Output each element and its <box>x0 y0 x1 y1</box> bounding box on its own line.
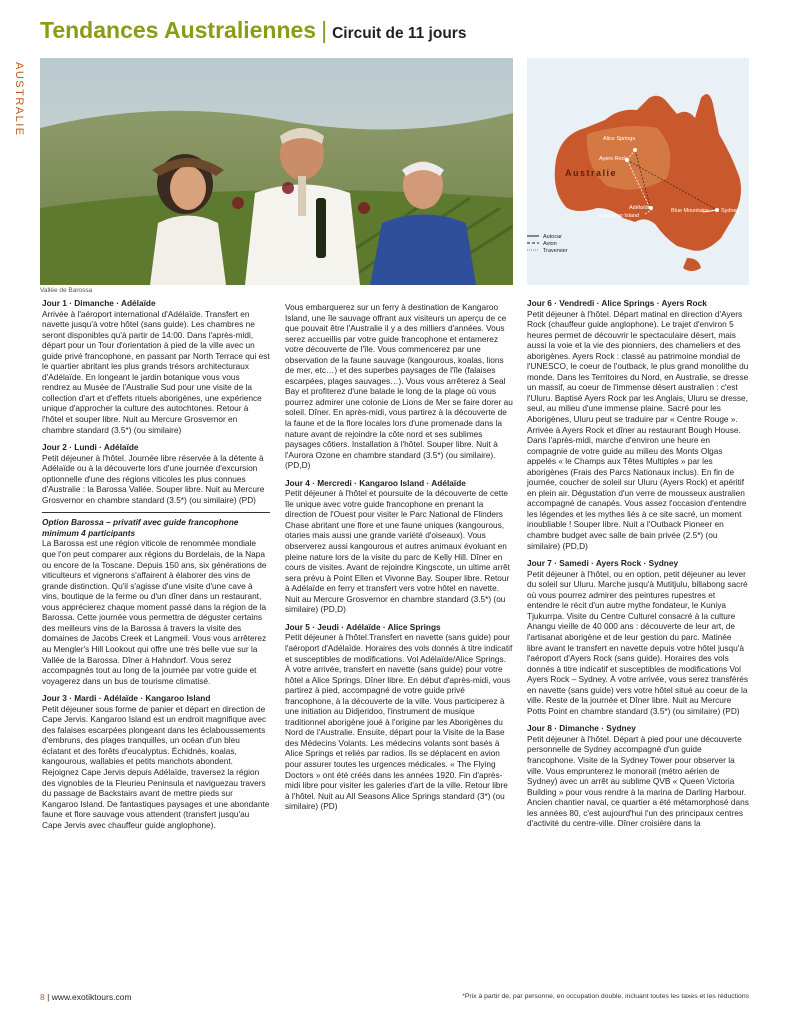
day-3-continued <box>285 302 513 471</box>
text-column-2 <box>285 302 513 819</box>
website-link[interactable]: www.exotiktours.com <box>51 992 132 1002</box>
day-title: Jour 4 · Mercredi · Kangaroo Island · Adélaïde <box>285 477 466 488</box>
map-label-adelaide: Adélaïde <box>629 205 651 211</box>
day-6 <box>527 298 749 551</box>
side-country-label: AUSTRALIE <box>13 62 25 137</box>
map-label-sydney: Sydney <box>721 208 740 214</box>
route-map <box>527 58 749 285</box>
title-main: Tendances Australiennes <box>40 17 317 43</box>
day-title: Jour 2 · Lundi · Adélaïde <box>42 442 139 453</box>
day-2 <box>42 442 270 505</box>
day-title: Jour 7 · Samedi · Ayers Rock · Sydney <box>527 558 679 569</box>
day-body: Petit déjeuner à l'hôtel. Journée libre réservée à la détente à Adélaïde ou à la découverte lors d'une journée d'excursion optionnelle d'une des régions viticoles les plus connues d'Australie : la Barossa Vallée. Souper libre. Nuit au Mercure Grosvernor en chambre standard (3.5*) (ou similaire) (PD) <box>42 452 265 505</box>
map-label-ayers-rock: Ayers Rock <box>599 156 628 162</box>
map-label-blue-mountains: Blue Mountains <box>671 208 709 214</box>
text-column-3 <box>527 298 749 836</box>
map-label-kangaroo-island: Kangaroo Island <box>599 213 640 219</box>
page-number: 8 <box>40 992 45 1002</box>
photo-caption: Vallée de Barossa <box>40 287 93 294</box>
barossa-photo <box>40 58 513 285</box>
option-divider <box>42 512 270 513</box>
footer-separator: | <box>47 992 50 1002</box>
day-title: Jour 3 · Mardi · Adélaïde · Kangaroo Island <box>42 693 211 704</box>
day-body: Petit déjeuner à l'hôtel et poursuite de la découverte de cette île unique avec votre guide francophone en prenant la direction de l'Ouest pour visiter le Parc National de Flinders Chase abritant une flore et une faune uniques (kangourous, otaries mais aussi une grande variété d'oiseaux). Vous observerez aussi kangourous et autres animaux évoluant en pleine nature lors de la visite du parc de Kelly Hill. Dîner en cours de visites. Avant de rejoindre Kingscote, un ultime arrêt sera prévu à Point Ellen et Vivonne Bay. Souper libre. Retour à Adélaïde en ferry et transfert vers votre hôtel en navette. Nuit au Mercure Grosvernor en chambre standard (3.5*) (ou similaire) (PD,D) <box>285 488 510 615</box>
footer-left <box>40 992 132 1002</box>
legend-traversier: Traversier <box>543 248 568 254</box>
map-label-alice-springs: Alice Springs <box>603 136 636 142</box>
legend-avion: Avion <box>543 241 557 247</box>
day-1 <box>42 298 270 435</box>
day-title: Jour 6 · Vendredi · Alice Springs · Ayers Rock <box>527 298 707 308</box>
day-5 <box>285 622 513 812</box>
day-title: Jour 8 · Dimanche · Sydney <box>527 723 636 734</box>
day-title: Jour 5 · Jeudi · Adélaïde · Alice Springs <box>285 621 441 632</box>
map-label-country: Australie <box>565 168 618 178</box>
title-separator: | <box>321 17 328 43</box>
day-3 <box>42 693 270 830</box>
option-title: Option Barossa – privatif avec guide francophone minimum 4 participants <box>42 517 239 538</box>
day-body: Petit déjeuner à l'hôtel. Départ à pied pour une découverte personnelle de Sydney accompagné d'un guide francophone. Visite de la Sydney Tower pour observer la ville. Vous emprunterez le monorail (métro aérien de Sydney) avec un arrêt au sublime QVB « Queen Victoria Building » pour vous rendre à la marina de Darling Harbour. Ancien chantier naval, ce quartier a été métamorphosé dans les années 80, c'est aujourd'hui l'un des principaux centres d'activité du centre-ville. Dîner croisière dans la <box>527 733 749 829</box>
title-subtitle: Circuit de 11 jours <box>332 25 467 42</box>
day-body: Petit déjeuner à l'hôtel. Départ matinal en direction d'Ayers Rock (chauffeur guide anglophone). Le trajet d'environ 5 heures permet de découvrir le spectaculaire désert, mais aussi la voie et la vie des pionniers, des chameliers et des aborigènes. Ayers Rock : classé au patrimoine mondial de l'UNESCO, le coeur de l'outback, le plus grand monolithe du monde. Dans les Territoires du Nord, en Australie, se dresse un massif, au coeur de l'immense désert australien : c'est l'Uluru. Baptisé Ayers Rock par les Anglais, Uluru se dresse, seul, au milieu d'une immense plaine. Sacré pour les Aborigènes, Uluru peut se traduire par « Centre Rouge ». Arrivée à Ayers Rock et dîner au restaurant Bough House. Dans l'après-midi, marche d'environ une heure en compagnie de votre guide au milieu des Monts Olgas appelés « le Champs aux Têtes Multiples » par les aborigènes (Frais des Parcs Nationaux inclus). En fin de journée, coucher de soleil sur Uluru (Ayers Rock) et apéritif en plein air. Dégustation d'un verre de mousseux australien accompagné de canapés. Vous assez l'occasion d'entendre les légendes et les mythes liés à ce site sacré, un moment inoubliable ! Souper libre. Nuit a l'Outback Pioneer en chambre budget avec salle de bain privée (2.5*) (ou similaire) (PD,D) <box>527 308 749 551</box>
day-body: Petit déjeuner sous forme de panier et départ en direction de Cape Jervis. Kangaroo Island est un endroit magnifique avec des falaises escarpées plongeant dans les éclaboussements d'embruns, des plages tranquilles, un océan d'un bleu éclatant et des forêts d'eucalyptus. Échidnés, koalas, kangourous, wallabies et petits manchots abondent. Rejoignez Cape Jervis depuis Adélaïde, traversez la région des vignobles de la Fleurieu Peninsula et naviguezau travers du passage de Backstairs avant de mettre pieds sur Kangaroo Island. De fantastiques paysages et une abondante faune et flore sauvage vous attendent (transfert jusqu'au Cape Jervis avec chauffeur guide anglophone). <box>42 703 270 830</box>
day-body: Petit déjeuner à l'hôtel, ou en option, petit déjeuner au lever du soleil sur Uluru. Marche jusqu'à Mutitjulu, billabong sacré où vous pourrez admirer des peintures rupestres et entendre le récit d'un autre mythe fondateur, le Kuniya Tjukurrpa. Visite du Centre Culturel consacré à la culture Anangu vieille de 40 000 ans : découverte de leur art, de l'artisanat aborigène et de leur gestion du parc. Matinée libre avant le transfert en navette depuis votre hôtel jusqu'à l'aéroport d'Ayers Rock (sans guide). Horaires des vols donnés à titre indicatif et susceptibles de modifications Vol Ayers Rock – Sydney. À votre arrivée, vous serez transférés en navette (sans guide) vers votre hôtel situé au coeur de la ville. Reste de la journée et Dîner libre. Nuit au Mercure Potts Point en chambre standard (3.5*) (ou similaire) (PD) <box>527 568 749 716</box>
option-barossa <box>42 517 270 686</box>
day-title: Jour 1 · Dimanche · Adélaïde <box>42 298 156 308</box>
day-4 <box>285 478 513 615</box>
option-body: La Barossa est une région viticole de renommée mondiale que l'on peut comparer aux régions du Bordelais, de la Napa ou encore de la Toscane. Depuis 150 ans, six générations de viticulteurs et vignerons s'affairent à élaborer des vins de grande distinction. Qu'il s'agisse d'une visite d'une cave à vins, boutique de la ferme ou d'un dîner dans un restaurant, vous apprécierez chaque moment passé dans la région de la Barossa. Cette journée vous permettra de déguster certains des meilleurs vins de la Barossa à travers la visite des domaines de Jacobs Creek et Langmeil. Vous vous arrêterez au Mengler's Hill Lookout qui offre une très belle vue sur la Vallée de la Barossa. Dîner à Hahndorf. Vous serez accompagnés tout au long de la journée par votre guide et voyagerez dans un bus de tourisme climatisé. <box>42 538 267 686</box>
day-body: Arrivée à l'aéroport international d'Adélaïde. Transfert en navette jusqu'à votre hôtel (sans guide). Les chambres ne seront disponibles qu'à partir de 14:00. Dans l'après-midi, départ pour un Tour d'orientation à pied de la ville avec un guide privé francophone, en passant par North Terrace qui est le quartier abritant les plus grands trésors architecturaux d'Adélaïde. En longeant le jardin botanique vous vous rendrez au Musée de l'Australie Sud pour une visite de la collection d'art et d'effets rituels aborigènes, une expérience unique d'approcher la culture des autochtones. Retour à l'hôtel et souper libre. Nuit au Mercure Grosvernor en chambre standard (3.5*) (ou similaire) <box>42 308 270 435</box>
price-footnote: *Prix à partir de, par personne, en occupation double, incluant toutes les taxes et les réductions <box>462 993 749 1000</box>
day-body: Vous embarquerez sur un ferry à destination de Kangaroo Island, une île sauvage offrant aux visiteurs un aperçu de ce que pouvait être l'Australie il y a des milliers d'années. Vous serez accueillis par votre guide francophone et entamerez votre découverte de l'île. Vous commencerez par une observation de la faune sauvage (kangourous, koalas, lions de mer, etc…) et des superbes paysages de l'île (falaises escarpées, plages sauvages…). Vous vous arrêterez à Seal Bay et profiterez d'une balade le long de la plage où vous pourrez admirer une colonie de Lions de Mer se faire dorer au soleil. Dîner. En après-midi, vous partirez à la découverte de la faune et de la flore locales lors d'une promenade dans la nature avant de rejoindre la côte nord et ses sublimes paysages côtiers. Installation à l'hôtel. Souper libre. Nuit à l'Aurora Ozone en chambre standard (3.5*) (ou similaire). (PD,D) <box>285 302 513 471</box>
day-body: Petit déjeuner à l'hôtel.Transfert en navette (sans guide) pour l'aéroport d'Adélaïde. Horaires des vols donnés à titre indicatif et susceptibles de modifications. Vol Adélaïde/Alice Springs. À votre arrivée, transfert en navette (sans guide) pour votre hôtel a Alice Springs. Dîner libre. En début d'après-midi, vous partirez à pied, accompagné de votre guide privé francophone, à la découverte de la ville. Vous participerez à une initiation au Didjeridoo, l'instrument de musique traditionnel aborigène joué à l'origine par les Aborigènes du Nord de l'Australie. Ensuite, départ pour la Visite de la Base des Médecins Volants. Les médecins volants sont basés à Alice Springs et reliés par radios. Ils se déplacent en avion pour assurer toutes les urgences médicales. « The Flying Doctors » ont été créés dans les années 1920. Fin d'après-midi libre pour visiter les galeries d'art de la ville. Retour libre à l'hôtel. Nuit au All Seasons Alice Springs standard (3*) (ou similaire) (PD) <box>285 632 513 812</box>
legend-autocar: Autocar <box>543 234 562 240</box>
text-column-1 <box>42 298 270 837</box>
day-7 <box>527 558 749 716</box>
page-title <box>40 17 466 44</box>
day-8 <box>527 723 749 828</box>
